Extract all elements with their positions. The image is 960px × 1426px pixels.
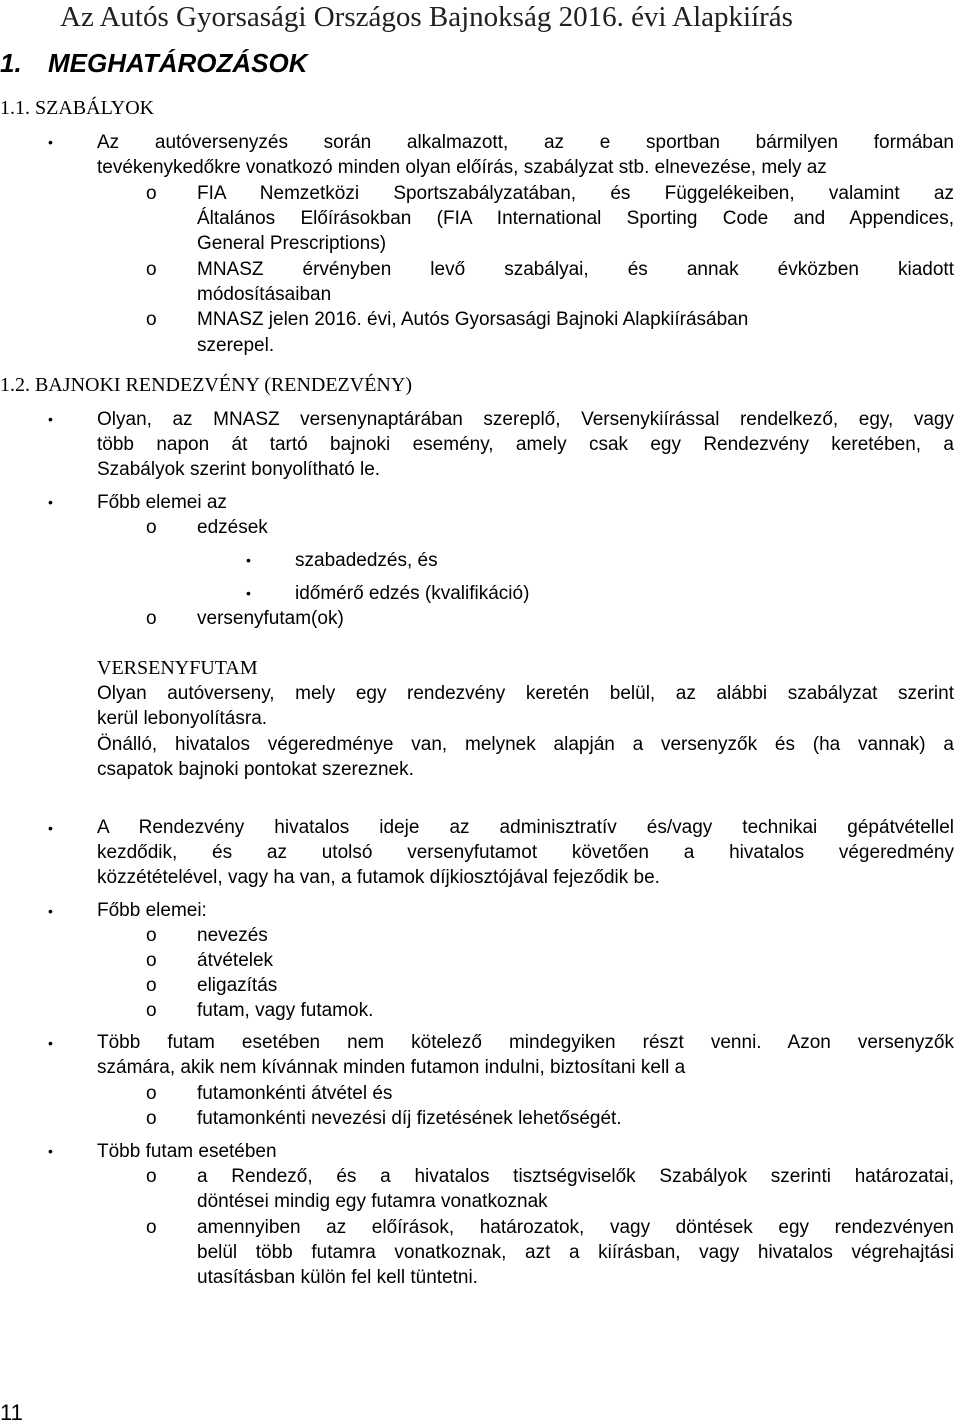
document-header: Az Autós Gyorsasági Országos Bajnokság 2016. évi Alapkiírás xyxy=(60,1,793,33)
list-item-line: futamonkénti nevezési díj fizetésének lehetőségét. xyxy=(197,1108,622,1129)
sub-bullet-icon: o xyxy=(146,517,157,538)
paragraph-line: Több futam esetében xyxy=(97,1141,277,1162)
sub-bullet-icon: o xyxy=(146,1217,157,1238)
sub-bullet-icon: o xyxy=(146,1108,157,1129)
section-number: 1. xyxy=(0,48,22,78)
subsection-heading-1-1: 1.1. SZABÁLYOK xyxy=(0,97,155,119)
bullet-icon: • xyxy=(48,1143,53,1159)
paragraph-line: Szabályok szerint bonyolítható le. xyxy=(97,459,381,480)
paragraph-line: számára, akik nem kívánnak minden futamon indulni, biztosítani kell a xyxy=(97,1057,686,1078)
bullet-icon: • xyxy=(48,494,53,510)
section-title xyxy=(0,48,308,78)
list-item-line: időmérő edzés (kvalifikáció) xyxy=(295,583,530,604)
paragraph-line: kerül lebonyolításra. xyxy=(97,708,268,729)
paragraph-line: több napon át tartó bajnoki esemény, amely csak egy Rendezvény keretében, a xyxy=(97,434,954,455)
sub-bullet-icon: o xyxy=(146,950,157,971)
bullet-icon: • xyxy=(48,411,53,427)
list-item-line: amennyiben az előírások, határozatok, vagy döntések egy rendezvényen xyxy=(197,1217,954,1238)
paragraph-line: csapatok bajnoki pontokat szereznek. xyxy=(97,759,414,780)
sub-bullet-icon: o xyxy=(146,975,157,996)
list-item-line: döntései mindig egy futamra vonatkoznak xyxy=(197,1191,548,1212)
sub-bullet-icon: o xyxy=(146,309,157,330)
list-item-line: futam, vagy futamok. xyxy=(197,1000,374,1021)
paragraph-line: tevékenykedőkre vonatkozó minden olyan előírás, szabályzat stb. elnevezése, mely az xyxy=(97,157,827,178)
list-item-line: nevezés xyxy=(197,925,268,946)
paragraph-line: közzétételével, vagy ha van, a futamok díjkiosztójával fejeződik be. xyxy=(97,867,660,888)
list-item-line: MNASZ érvényben levő szabályai, és annak évközben kiadott xyxy=(197,259,954,280)
list-item-line: szabadedzés, és xyxy=(295,550,438,571)
bullet-icon: • xyxy=(246,552,251,568)
sub-bullet-icon: o xyxy=(146,259,157,280)
list-item-line: a Rendező, és a hivatalos tisztségviselők Szabályok szerinti határozatai, xyxy=(197,1166,954,1187)
term-heading-versenyfutam: VERSENYFUTAM xyxy=(97,657,258,679)
sub-bullet-icon: o xyxy=(146,925,157,946)
section-title-text: MEGHATÁROZÁSOK xyxy=(48,48,308,78)
paragraph-line: Több futam esetében nem kötelező mindegyiken részt venni. Azon versenyzők xyxy=(97,1032,954,1053)
bullet-icon: • xyxy=(48,134,53,150)
bullet-icon: • xyxy=(48,903,53,919)
list-item-line: General Prescriptions) xyxy=(197,233,387,254)
bullet-icon: • xyxy=(48,820,53,836)
subsection-heading-1-2: 1.2. BAJNOKI RENDEZVÉNY (RENDEZVÉNY) xyxy=(0,374,412,396)
paragraph-line: Önálló, hivatalos végeredménye van, melynek alapján a versenyzők és (ha vannak) a xyxy=(97,734,954,755)
list-item-line: módosításaiban xyxy=(197,284,332,305)
bullet-icon: • xyxy=(246,585,251,601)
paragraph-line: Főbb elemei: xyxy=(97,900,207,921)
sub-bullet-icon: o xyxy=(146,1000,157,1021)
paragraph-line: Olyan, az MNASZ versenynaptárában szereplő, Versenykiírással rendelkező, egy, vagy xyxy=(97,409,954,430)
list-item-line: FIA Nemzetközi Sportszabályzatában, és Függelékeiben, valamint az xyxy=(197,183,954,204)
list-item-line: Általános Előírásokban (FIA International Sporting Code and Appendices, xyxy=(197,208,954,229)
page-number: 11 xyxy=(0,1400,23,1425)
paragraph-line: kezdődik, és az utolsó versenyfutamot követően a hivatalos végeredmény xyxy=(97,842,954,863)
list-item-line: szerepel. xyxy=(197,335,275,356)
list-item-line: átvételek xyxy=(197,950,274,971)
paragraph-line: A Rendezvény hivatalos ideje az adminisztratív és/vagy technikai gépátvétellel xyxy=(97,817,954,838)
paragraph-line: Az autóversenyzés során alkalmazott, az e sportban bármilyen formában xyxy=(97,132,954,153)
paragraph-line: Olyan autóverseny, mely egy rendezvény keretén belül, az alábbi szabályzat szerint xyxy=(97,683,954,704)
list-item-line: utasításban külön fel kell tüntetni. xyxy=(197,1267,478,1288)
sub-bullet-icon: o xyxy=(146,1083,157,1104)
list-item-line: MNASZ jelen 2016. évi, Autós Gyorsasági Bajnoki Alapkiírásában xyxy=(197,309,749,330)
list-item-line: edzések xyxy=(197,517,268,538)
bullet-icon: • xyxy=(48,1035,53,1051)
sub-bullet-icon: o xyxy=(146,183,157,204)
list-item-line: belül több futamra vonatkoznak, azt a kiírásban, vagy hivatalos végrehajtási xyxy=(197,1242,954,1263)
sub-bullet-icon: o xyxy=(146,1166,157,1187)
list-item-line: futamonkénti átvétel és xyxy=(197,1083,393,1104)
list-item-line: eligazítás xyxy=(197,975,278,996)
sub-bullet-icon: o xyxy=(146,608,157,629)
paragraph-line: Főbb elemei az xyxy=(97,492,227,513)
list-item-line: versenyfutam(ok) xyxy=(197,608,344,629)
